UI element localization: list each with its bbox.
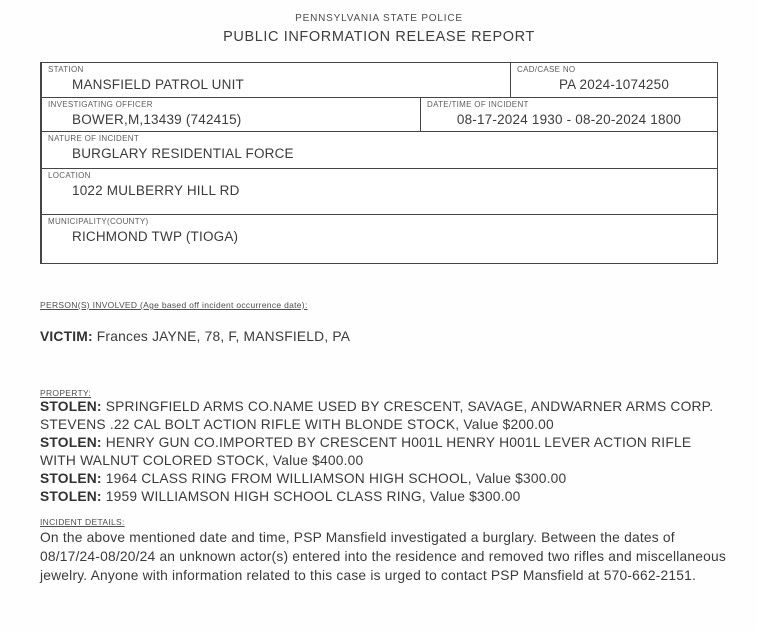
row-station-cad: [42, 63, 717, 98]
location-label: LOCATION: [48, 171, 91, 180]
incident-details-heading: INCIDENT DETAILS:: [40, 517, 125, 527]
stolen-label: STOLEN:: [40, 489, 102, 504]
document-header: [0, 13, 758, 45]
municipality-value: RICHMOND TWP (TIOGA): [72, 229, 239, 244]
stolen-item-text: 1959 WILLIAMSON HIGH SCHOOL CLASS RING, Value $300.00: [105, 489, 521, 504]
nature-of-incident-cell: [42, 132, 717, 168]
cad-case-value: PA 2024-1074250: [558, 77, 670, 92]
investigating-officer-value: BOWER,M,13439 (742415): [72, 112, 242, 127]
municipality-label: MUNICIPALITY(COUNTY): [48, 217, 149, 226]
station-value: MANSFIELD PATROL UNIT: [72, 77, 244, 92]
cad-case-label: CAD/CASE NO: [517, 65, 576, 74]
municipality-cell: [42, 215, 717, 263]
stolen-item: [40, 488, 728, 506]
report-form-table: [40, 62, 718, 264]
incident-details-text: On the above mentioned date and time, PSP Mansfield investigated a burglary. Between the dates of 08/17/24-08/20/24 an unknown actor(s) entered into the residence and removed two rifles and miscellaneous jewelry. Anyone with information related to this case is urged to contact PSP Mansfield at 570-662-2151.: [40, 530, 726, 583]
stolen-label: STOLEN:: [40, 435, 102, 450]
stolen-item: [40, 434, 728, 470]
row-nature: [42, 132, 717, 169]
investigating-officer-cell: [42, 98, 420, 131]
row-location: [42, 169, 717, 215]
report-title: PUBLIC INFORMATION RELEASE REPORT: [223, 29, 535, 45]
victim-label: VICTIM:: [40, 329, 93, 344]
location-cell: [42, 169, 717, 214]
victim-value: Frances JAYNE, 78, F, MANSFIELD, PA: [96, 329, 351, 344]
row-officer-datetime: [42, 98, 717, 132]
station-cell: [42, 63, 510, 97]
cad-case-cell: [510, 63, 717, 97]
stolen-item-text: 1964 CLASS RING FROM WILLIAMSON HIGH SCHOOL, Value $300.00: [105, 471, 567, 486]
nature-of-incident-value: BURGLARY RESIDENTIAL FORCE: [72, 146, 294, 161]
stolen-item: [40, 398, 728, 434]
incident-datetime-label: DATE/TIME OF INCIDENT: [427, 100, 529, 109]
investigating-officer-label: INVESTIGATING OFFICER: [48, 100, 153, 109]
property-heading: PROPERTY:: [40, 388, 92, 398]
stolen-item-text: SPRINGFIELD ARMS CO.NAME USED BY CRESCENT, SAVAGE, ANDWARNER ARMS CORP. STEVENS .22 CAL BOLT ACTION RIFLE WITH BLONDE STOCK, Value $200.00: [40, 399, 714, 432]
nature-of-incident-label: NATURE OF INCIDENT: [48, 134, 140, 143]
incident-datetime-value: 08-17-2024 1930 - 08-20-2024 1800: [456, 112, 682, 127]
stolen-label: STOLEN:: [40, 399, 102, 414]
station-label: STATION: [48, 65, 84, 74]
agency-name: PENNSYLVANIA STATE POLICE: [295, 13, 463, 24]
victim-line: [40, 329, 350, 344]
stolen-property-list: [40, 398, 728, 506]
persons-involved-heading: PERSON(S) INVOLVED (Age based off incident occurrence date):: [40, 300, 308, 310]
location-value: 1022 MULBERRY HILL RD: [72, 183, 240, 198]
stolen-item: [40, 470, 728, 488]
row-municipality: [42, 215, 717, 263]
stolen-item-text: HENRY GUN CO.IMPORTED BY CRESCENT H001L HENRY H001L LEVER ACTION RIFLE WITH WALNUT COLORED STOCK, Value $400.00: [40, 435, 692, 468]
stolen-label: STOLEN:: [40, 471, 102, 486]
incident-datetime-cell: [420, 98, 717, 131]
